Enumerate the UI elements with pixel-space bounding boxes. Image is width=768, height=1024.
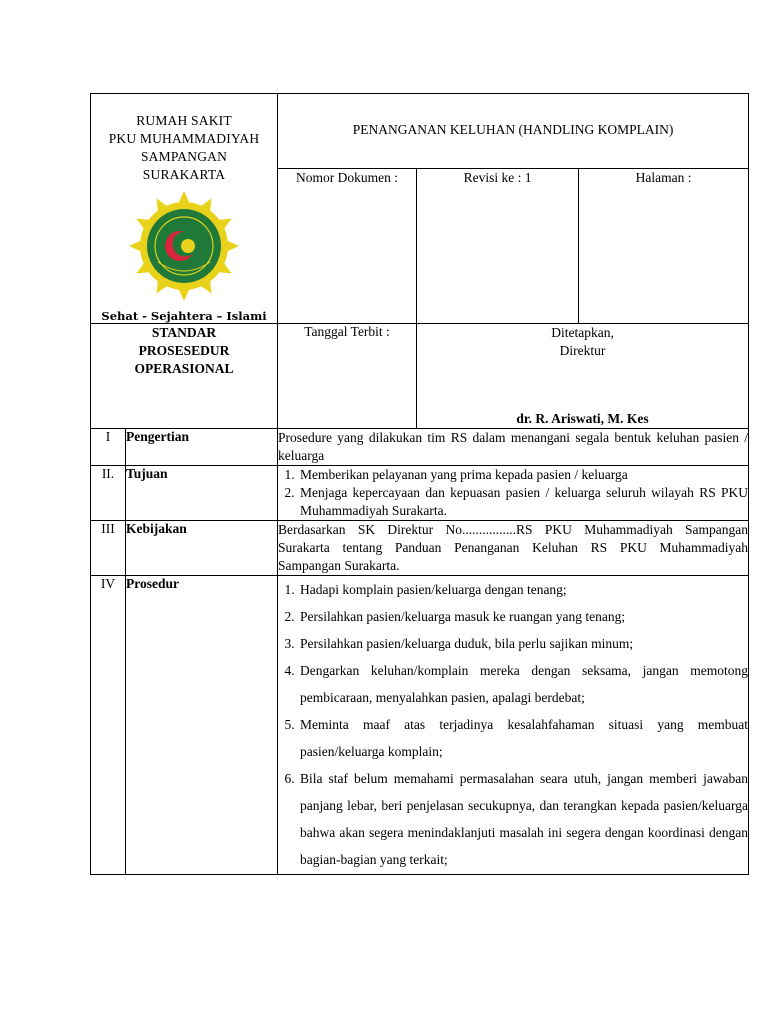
revisi-label: Revisi ke : 1 (463, 169, 532, 185)
tujuan-list (278, 466, 748, 520)
sop-table (90, 93, 749, 875)
revisi-cell (417, 168, 579, 323)
ditetapkan-label: Ditetapkan, (551, 325, 614, 340)
section-kebijakan-text: Berdasarkan SK Direktur No................RS PKU Muhammadiyah Sampangan Surakarta tentang Panduan Penanganan Keluhan RS PKU Muhammadiyah Sampangan Surakarta. (278, 521, 749, 576)
signatory-name: dr. R. Ariswati, M. Kes (516, 411, 649, 426)
list-item: 4. Dengarkan keluhan/komplain mereka dengan seksama, jangan memotong pembicaraan, menyalahkan pasien, apalagi berdebat; (298, 657, 748, 711)
sop-document (90, 93, 748, 875)
sop-label-line: PROSESEDUR (138, 343, 230, 358)
nomor-dokumen-label: Nomor Dokumen : (296, 169, 399, 185)
logo-center (181, 239, 195, 253)
halaman-cell (579, 168, 749, 323)
section-pengertian-text: Prosedure yang dilakukan tim RS dalam menangani segala bentuk keluhan pasien / keluarga (278, 429, 749, 466)
section-number: III (91, 521, 126, 576)
hospital-identity-cell (91, 94, 278, 324)
hospital-name-line: SURAKARTA (142, 167, 226, 182)
prosedur-list (278, 576, 748, 873)
document-title: PENANGANAN KELUHAN (HANDLING KOMPLAIN) (278, 94, 749, 169)
section-number: I (91, 429, 126, 466)
section-number: IV (91, 576, 126, 875)
tanggal-terbit-label: Tanggal Terbit : (304, 324, 390, 339)
list-item: 6. Bila staf belum memahami permasalahan seara utuh, jangan memberi jawaban panjang lebar, beri penjelasan secukupnya, dan terangkan kepada pasien/keluarga bahwa akan segera menindaklanjuti masalah ini segera dengan koordinasi dengan bagian-bagian yang terkait; (298, 765, 748, 873)
section-tujuan-content (278, 466, 749, 521)
approval-cell (417, 324, 749, 429)
list-item: 2. Persilahkan pasien/keluarga masuk ke ruangan yang tenang; (298, 603, 748, 630)
section-label: Pengertian (126, 429, 278, 466)
list-item: 5. Meminta maaf atas terjadinya kesalahfahaman situasi yang membuat pasien/keluarga komplain; (298, 711, 748, 765)
hospital-logo (91, 190, 277, 307)
hospital-name (91, 94, 277, 184)
hospital-name-line: SAMPANGAN (140, 149, 228, 164)
direktur-label: Direktur (559, 343, 606, 358)
section-label: Kebijakan (126, 521, 278, 576)
sop-label-line: STANDAR (151, 325, 217, 340)
halaman-label: Halaman : (635, 169, 692, 185)
hospital-motto: Sehat - Sejahtera – Islami (101, 309, 267, 323)
section-number: II. (91, 466, 126, 521)
hospital-name-line: RUMAH SAKIT (136, 113, 232, 128)
muhammadiyah-logo-icon (128, 190, 240, 302)
sop-label-line: OPERASIONAL (134, 361, 234, 376)
list-item: 2. Menjaga kepercayaan dan kepuasan pasien / keluarga seluruh wilayah RS PKU Muhammadiyah Surakarta. (298, 484, 748, 520)
list-item: 1. Hadapi komplain pasien/keluarga dengan tenang; (298, 576, 748, 603)
list-item: 1. Memberikan pelayanan yang prima kepada pasien / keluarga (298, 466, 748, 484)
section-label: Tujuan (126, 466, 278, 521)
tanggal-terbit-cell (278, 324, 417, 429)
sop-label (91, 324, 278, 429)
section-prosedur-content (278, 576, 749, 875)
nomor-dokumen-cell (278, 168, 417, 323)
list-item: 3. Persilahkan pasien/keluarga duduk, bila perlu sajikan minum; (298, 630, 748, 657)
section-label: Prosedur (126, 576, 278, 875)
hospital-name-line: PKU MUHAMMADIYAH (108, 131, 260, 146)
